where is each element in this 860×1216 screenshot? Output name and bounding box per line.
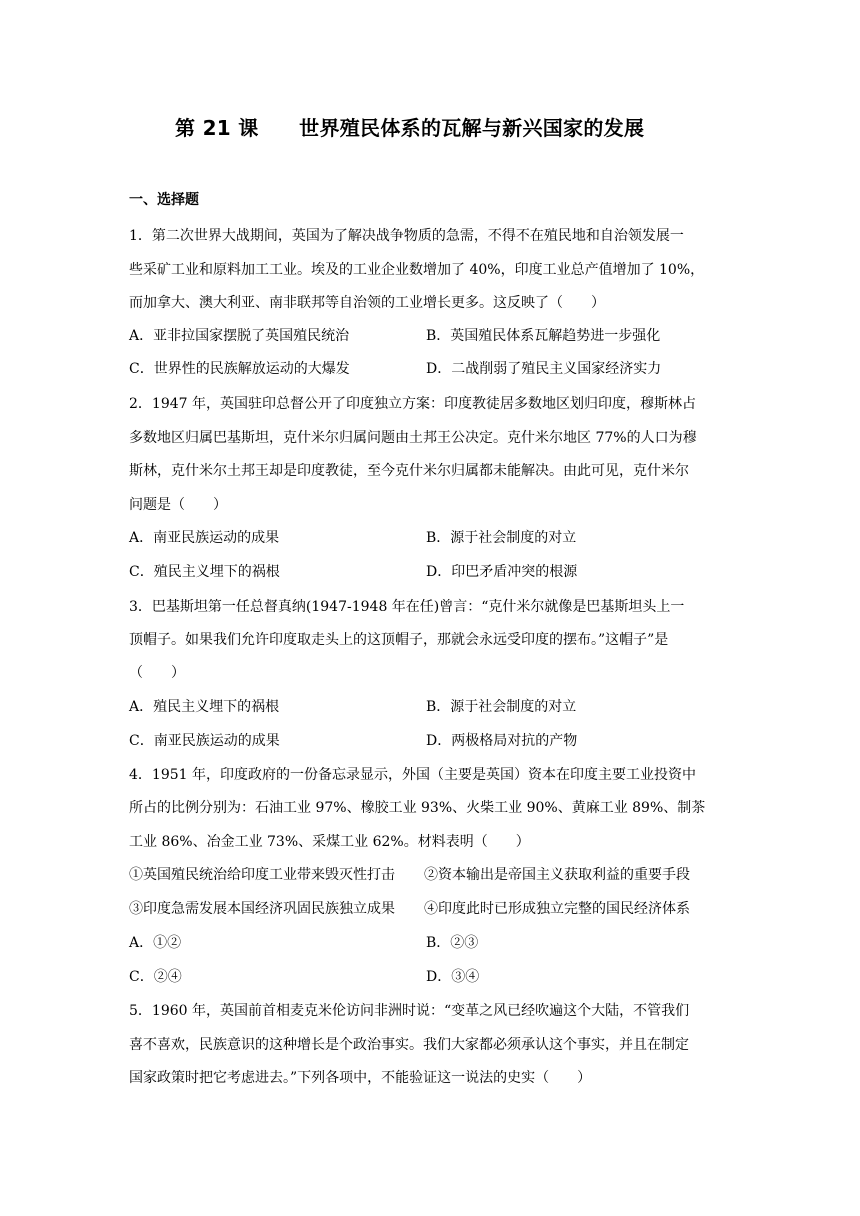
question-4-option-d[interactable]: D．③④ (426, 969, 480, 985)
question-1-stem-line: 些采矿工业和原料加工工业。埃及的工业企业数增加了 40%，印度工业总产值增加了 10%， (129, 262, 705, 278)
question-4-stem-line: 所占的比例分别为：石油工业 97%、橡胶工业 93%、火柴工业 90%、黄麻工业 89%、制茶 (129, 800, 706, 816)
question-3-stem-line: 3．巴基斯坦第一任总督真纳(1947-1948 年在任)曾言：“克什米尔就像是巴基斯坦头上一 (129, 599, 685, 615)
question-4-statement-1: ①英国殖民统治给印度工业带来毁灭性打击 (129, 867, 395, 883)
question-2-option-c[interactable]: C．殖民主义埋下的祸根 (129, 564, 280, 580)
question-4-statement-2: ②资本输出是帝国主义获取利益的重要手段 (424, 867, 690, 883)
question-5-stem-line: 国家政策时把它考虑进去。”下列各项中，不能验证这一说法的史实（ ） (129, 1070, 592, 1086)
question-4-option-c[interactable]: C．②④ (129, 969, 182, 985)
question-4-stem-line: 工业 86%、冶金工业 73%、采煤工业 62%。材料表明（ ） (129, 834, 530, 850)
question-1-option-d[interactable]: D．二战削弱了殖民主义国家经济实力 (426, 361, 662, 377)
question-1-option-b[interactable]: B．英国殖民体系瓦解趋势进一步强化 (426, 328, 661, 344)
question-3-option-b[interactable]: B．源于社会制度的对立 (426, 699, 577, 715)
question-5-stem-line: 喜不喜欢，民族意识的这种增长是个政治事实。我们大家都必须承认这个事实，并且在制定 (129, 1037, 689, 1053)
question-1-option-a[interactable]: A．亚非拉国家摆脱了英国殖民统治 (129, 328, 350, 344)
question-1-option-c[interactable]: C．世界性的民族解放运动的大爆发 (129, 361, 350, 377)
question-3-stem-line: （ ） (129, 665, 185, 681)
question-4-stem-line: 4．1951 年，印度政府的一份备忘录显示，外国（主要是英国）资本在印度主要工业投资中 (129, 767, 696, 783)
question-2-stem-line: 2．1947 年，英国驻印总督公开了印度独立方案：印度教徒居多数地区划归印度，穆斯林占 (129, 396, 696, 412)
question-2-option-d[interactable]: D．印巴矛盾冲突的根源 (426, 564, 578, 580)
question-3-option-d[interactable]: D．两极格局对抗的产物 (426, 733, 578, 749)
question-2-stem-line: 问题是（ ） (129, 497, 227, 513)
question-4-option-b[interactable]: B．②③ (426, 935, 479, 951)
section-heading: 一、选择题 (129, 192, 199, 208)
question-2-stem-line: 多数地区归属巴基斯坦，克什米尔归属问题由土邦王公决定。克什米尔地区 77%的人口为穆 (129, 430, 697, 446)
question-4-statement-4: ④印度此时已形成独立完整的国民经济体系 (424, 901, 690, 917)
lesson-title: 第 21 课 世界殖民体系的瓦解与新兴国家的发展 (175, 116, 645, 140)
question-3-option-a[interactable]: A．殖民主义埋下的祸根 (129, 699, 280, 715)
question-2-option-a[interactable]: A．南亚民族运动的成果 (129, 530, 280, 546)
question-2-option-b[interactable]: B．源于社会制度的对立 (426, 530, 577, 546)
question-1-stem-line: 1．第二次世界大战期间，英国为了解决战争物质的急需，不得不在殖民地和自治领发展一 (129, 228, 684, 244)
question-4-statement-3: ③印度急需发展本国经济巩固民族独立成果 (129, 901, 395, 917)
question-3-option-c[interactable]: C．南亚民族运动的成果 (129, 733, 280, 749)
question-5-stem-line: 5．1960 年，英国前首相麦克米伦访问非洲时说：“变革之风已经吹遍这个大陆，不管我们 (129, 1003, 690, 1019)
question-4-option-a[interactable]: A．①② (129, 935, 182, 951)
question-2-stem-line: 斯林，克什米尔土邦王却是印度教徒，至今克什米尔归属都未能解决。由此可见，克什米尔 (129, 463, 689, 479)
question-1-stem-line: 而加拿大、澳大利亚、南非联邦等自治领的工业增长更多。这反映了（ ） (129, 295, 605, 311)
question-3-stem-line: 顶帽子。如果我们允许印度取走头上的这顶帽子，那就会永远受印度的摆布。”这帽子”是 (129, 632, 669, 648)
